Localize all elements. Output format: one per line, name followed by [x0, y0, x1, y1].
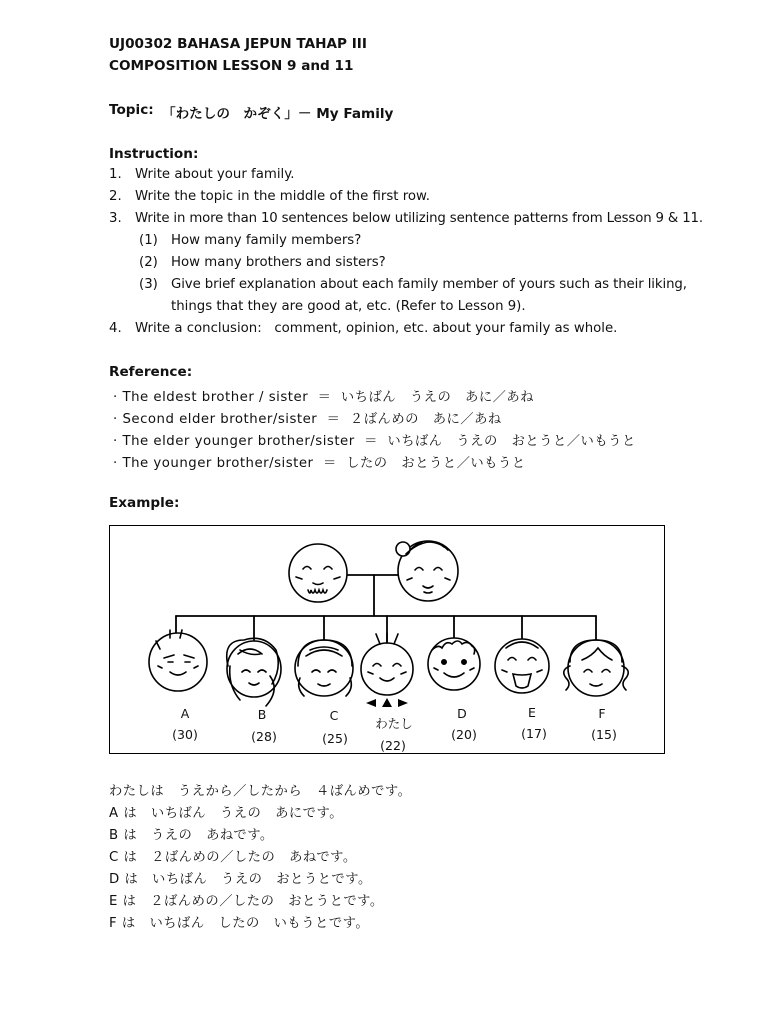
subitem-3: Give brief explanation about each family member of yours such as their liking, — [171, 277, 687, 292]
reference-item-2: · Second elder brother/sister ＝ ２ばんめの あに／あね — [113, 412, 502, 427]
member-c-age: (25) — [322, 731, 348, 746]
instruction-item-1: Write about your family. — [135, 167, 295, 182]
topic-text: 「わたしの かぞく」－ My Family — [162, 106, 394, 122]
member-e-age: (17) — [521, 726, 547, 741]
course-title: UJ00302 BAHASA JEPUN TAHAP III — [109, 36, 367, 52]
father-face — [289, 544, 347, 602]
member-b-age: (28) — [251, 729, 277, 744]
example-heading: Example: — [109, 495, 180, 511]
subitem-3-cont: things that they are good at, etc. (Refer to Lesson 9). — [171, 299, 526, 314]
example-sentence-1: わたしは うえから／したから ４ばんめです。 — [109, 784, 412, 799]
instruction-num-1: 1. — [109, 167, 122, 182]
instruction-item-2: Write the topic in the middle of the first row. — [135, 189, 430, 204]
subitem-2: How many brothers and sisters? — [171, 255, 386, 270]
subitem-1: How many family members? — [171, 233, 362, 248]
instruction-heading: Instruction: — [109, 146, 199, 162]
member-c-face — [295, 640, 353, 696]
instruction-num-3: 3. — [109, 211, 122, 226]
subitem-num-1: (1) — [139, 233, 158, 248]
reference-heading: Reference: — [109, 364, 193, 380]
lesson-title: COMPOSITION LESSON 9 and 11 — [109, 58, 354, 74]
member-a-age: (30) — [172, 727, 198, 742]
member-d-face — [428, 638, 480, 690]
instruction-item-3: Write in more than 10 sentences below utilizing sentence patterns from Lesson 9 & 11. — [135, 211, 703, 226]
member-f-letter: F — [598, 706, 606, 721]
mother-face — [396, 541, 458, 601]
example-sentence-3: B は うえの あねです。 — [109, 828, 274, 843]
member-a-letter: A — [180, 706, 190, 721]
instruction-num-2: 2. — [109, 189, 122, 204]
example-sentence-5: D は いちばん うえの おとうとです。 — [109, 872, 372, 887]
member-d-letter: D — [457, 706, 467, 721]
member-f-age: (15) — [591, 727, 617, 742]
member-b-letter: B — [257, 707, 267, 722]
member-c-letter: C — [329, 708, 339, 723]
example-sentence-2: A は いちばん うえの あにです。 — [109, 806, 344, 821]
member-e-letter: E — [528, 705, 536, 720]
reference-item-1: · The eldest brother / sister ＝ いちばん うえの あに／あね — [113, 390, 535, 405]
subitem-num-2: (2) — [139, 255, 158, 270]
family-tree-diagram — [109, 525, 665, 754]
reference-item-3: · The elder younger brother/sister ＝ いちばん うえの おとうと／いもうと — [113, 434, 636, 449]
me-pointer-arrows — [366, 698, 408, 707]
member-d-age: (20) — [451, 727, 477, 742]
member-b-face — [227, 638, 281, 706]
member-me-label: わたし — [375, 716, 413, 731]
member-a-face — [149, 630, 207, 691]
instruction-num-4: 4. — [109, 321, 122, 336]
reference-item-4: · The younger brother/sister ＝ したの おとうと／いもうと — [113, 456, 526, 471]
member-me-age: (22) — [380, 738, 406, 753]
example-sentence-7: F は いちばん したの いもうとです。 — [109, 916, 370, 931]
example-sentence-6: E は ２ばんめの／したの おとうとです。 — [109, 894, 384, 909]
member-f-face — [564, 640, 629, 696]
instruction-item-4: Write a conclusion: comment, opinion, etc. about your family as whole. — [135, 321, 618, 336]
topic-label: Topic: — [109, 102, 154, 118]
subitem-num-3: (3) — [139, 277, 158, 292]
member-e-face — [495, 639, 549, 693]
member-me-face — [361, 633, 413, 695]
example-sentence-4: C は ２ばんめの／したの あねです。 — [109, 850, 357, 865]
